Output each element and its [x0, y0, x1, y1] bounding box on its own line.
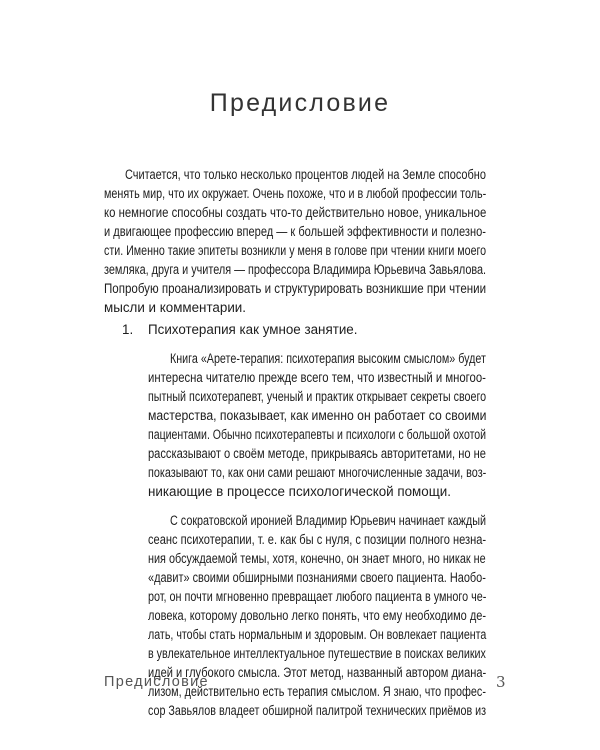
text-line: интересна читателю прежде всего тем, что известный и многоо-	[148, 370, 486, 385]
text-line: сеанс психотерапии, т. е. как бы с нуля, с позиции полного незна-	[148, 532, 487, 547]
list-item-number: 1.	[122, 322, 134, 337]
text-line: пытный психотерапевт, ученый и практик открывает секреты своего	[148, 389, 487, 404]
text-line: мастерства, показывает, как именно он работает со своими	[148, 408, 487, 423]
text-line: рассказывают о своём методе, прикрываясь авторитетами, но не	[148, 446, 486, 461]
text-line: Считается, что только несколько процентов людей на Земле способно	[125, 167, 486, 182]
text-line: сти. Именно такие эпитеты возникли у меня в голове при чтении книги моего	[104, 243, 487, 258]
text-line: С сократовской иронией Владимир Юрьевич начинает каждый	[170, 513, 486, 528]
text-line: Книга «Арете-терапия: психотерапия высоким смыслом» будет	[170, 351, 486, 366]
text-line: Попробую проанализировать и структурировать возникшие при чтении	[104, 281, 487, 296]
text-line: в увлекательное интеллектуальное путешествие в поисках великих	[148, 646, 486, 661]
text-line: ловека, которому довольно легко понять, что ему необходимо де-	[148, 608, 487, 623]
text-line: лизом, действительно есть терапия смыслом. Я знаю, что профес-	[148, 684, 486, 699]
page-title: Предисловие	[209, 89, 391, 117]
text-line: «давит» своими обширными познаниями своего пациента. Наобо-	[148, 570, 486, 585]
text-line: рот, он почти мгновенно превращает любого пациента в умного че-	[148, 589, 487, 604]
text-line: никающие в процессе психологической помощи.	[148, 484, 451, 499]
text-line: ния обсуждаемой темы, хотя, конечно, он знает много, но никак не	[148, 551, 486, 566]
text-line: ко немногие способны создать что-то действительно новое, уникальное	[104, 205, 487, 220]
text-line: земляка, друга и учителя — профессора Владимира Юрьевича Завьялова.	[104, 262, 487, 277]
text-line: пациентами. Обычно психотерапевты и психологи с большой охотой	[148, 427, 487, 442]
text-line: и двигающее профессию вперед — к большей эффективности и полезно-	[104, 224, 486, 239]
text-line: идей и глубокого смысла. Этот метод, названный автором диана-	[148, 665, 487, 680]
text-line: сор Завьялов владеет обширной палитрой технических приёмов из	[148, 703, 487, 718]
text-line: менять мир, что их окружает. Очень похоже, что и в любой профессии толь-	[104, 186, 487, 201]
text-line: лать, чтобы стать нормальным и здоровым. Он вовлекает пациента	[148, 627, 487, 642]
list-item-title: Психотерапия как умное занятие.	[148, 322, 358, 337]
running-footer-section: Предисловие	[104, 674, 209, 690]
page-number: 3	[496, 673, 506, 691]
text-line: показывают то, как они сами решают многочисленные задачи, воз-	[148, 465, 487, 480]
text-line: мысли и комментарии.	[104, 300, 247, 315]
